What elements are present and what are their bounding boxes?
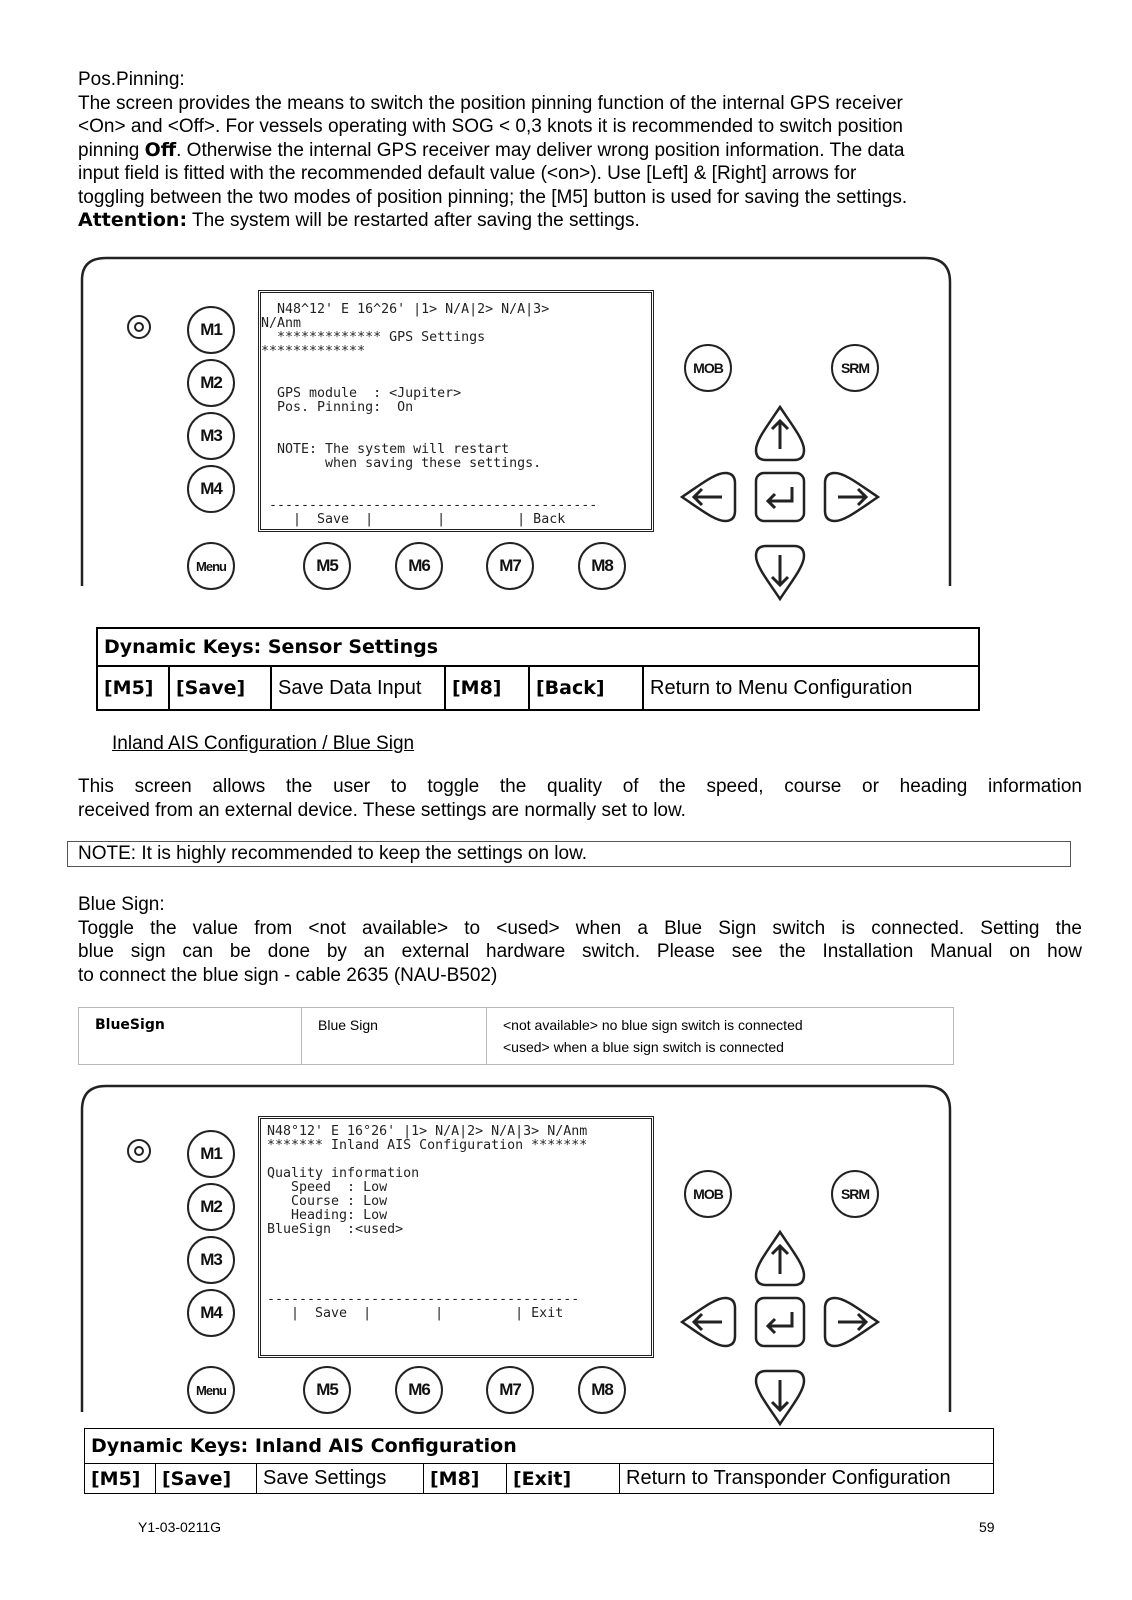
mob-button[interactable]: MOB	[684, 344, 732, 392]
m4-button[interactable]: M4	[187, 1289, 235, 1337]
note-box: NOTE: It is highly recommended to keep the settings on low.	[67, 841, 1071, 867]
mob-button[interactable]: MOB	[684, 1170, 732, 1218]
table-header: Dynamic Keys: Sensor Settings	[97, 628, 979, 666]
info-cell-label: Blue Sign	[302, 1008, 487, 1065]
m5-button[interactable]: M5	[303, 1366, 351, 1414]
value-line: <used> when a blue sign switch is connected	[503, 1039, 784, 1055]
table-cell: Save Settings	[257, 1464, 424, 1494]
up-arrow-button[interactable]	[756, 1232, 804, 1285]
srm-button[interactable]: SRM	[831, 1170, 879, 1218]
paragraph-line: Toggle the value from <not available> to <used> when a Blue Sign switch is connected. Setting the	[78, 917, 1082, 939]
blue-sign-title: Blue Sign:	[78, 894, 165, 915]
paragraph-line: input field is fitted with the recommended default value (<on>). Use [Left] & [Right] arrows for	[78, 163, 857, 184]
enter-button[interactable]	[756, 473, 804, 521]
lcd-text: N48°12' E 16°26' |1> N/A|2> N/A|3> N/Anm ******* Inland AIS Configuration ******* Quality information Speed : Low Course : Low Heading: Low BlueSign :<used> --------------------------------------- | Save | | | Exit	[267, 1124, 588, 1321]
blue-sign-section	[78, 893, 1082, 987]
power-indicator-icon	[127, 1139, 151, 1163]
enter-button[interactable]	[756, 1298, 804, 1346]
info-cell-values	[487, 1008, 954, 1065]
table-cell: [M8]	[424, 1464, 507, 1494]
m3-button[interactable]: M3	[187, 1236, 235, 1284]
lcd-text: N48^12' E 16^26' |1> N/A|2> N/A|3> N/Anm ************* GPS Settings ************* GPS module : <Jupiter> Pos. Pinning: On NOTE: The system will restart when saving these settings. ----------------------------------------- | Save | | | Back	[261, 302, 598, 527]
paragraph-line: <On> and <Off>. For vessels operating with SOG < 0,3 knots it is recommended to switch position	[78, 116, 903, 137]
paragraph-line: pinning Off. Otherwise the internal GPS receiver may deliver wrong position information. The data	[78, 138, 905, 161]
m3-button[interactable]: M3	[187, 412, 235, 460]
arrow-keypad	[680, 405, 880, 605]
table-cell: Return to Menu Configuration	[643, 666, 979, 710]
power-indicator-icon	[127, 315, 151, 339]
arrow-keypad	[680, 1230, 880, 1430]
paragraph-line: This screen allows the user to toggle the quality of the speed, course or heading information	[78, 776, 1082, 797]
menu-button[interactable]: Menu	[187, 542, 235, 590]
table-cell: [Save]	[156, 1464, 257, 1494]
m4-button[interactable]: M4	[187, 465, 235, 513]
down-arrow-button[interactable]	[756, 546, 804, 599]
lcd-screen	[258, 1116, 654, 1358]
m7-button[interactable]: M7	[486, 1366, 534, 1414]
table-cell: [Save]	[169, 666, 271, 710]
inland-ais-description	[78, 775, 1082, 822]
table-cell: [M5]	[85, 1464, 156, 1494]
paragraph-line: received from an external device. These settings are normally set to low.	[78, 799, 686, 821]
m6-button[interactable]: M6	[395, 542, 443, 590]
paragraph-line: blue sign can be done by an external hardware switch. Please see the Installation Manual on how	[78, 941, 1082, 962]
m5-button[interactable]: M5	[303, 542, 351, 590]
table-header: Dynamic Keys: Inland AIS Configuration	[85, 1429, 994, 1464]
table-cell: Save Data Input	[271, 666, 445, 710]
info-cell-key: BlueSign	[79, 1008, 302, 1065]
pos-pinning-title: Pos.Pinning:	[78, 69, 185, 90]
down-arrow-button[interactable]	[756, 1371, 804, 1424]
table-cell: [M8]	[445, 666, 529, 710]
m2-button[interactable]: M2	[187, 359, 235, 407]
footer-doc-id: Y1-03-0211G	[138, 1519, 222, 1535]
m1-button[interactable]: M1	[187, 306, 235, 354]
lcd-screen	[258, 290, 654, 532]
up-arrow-button[interactable]	[756, 407, 804, 460]
attention-line: Attention: The system will be restarted after saving the settings.	[78, 209, 640, 231]
table-cell: [M5]	[97, 666, 169, 710]
paragraph-line: toggling between the two modes of position pinning; the [M5] button is used for saving the settings.	[78, 186, 908, 208]
right-arrow-button[interactable]	[825, 473, 878, 521]
footer-page-number: 59	[979, 1519, 995, 1535]
menu-button[interactable]: Menu	[187, 1366, 235, 1414]
m1-button[interactable]: M1	[187, 1130, 235, 1178]
table-cell: [Exit]	[507, 1464, 620, 1494]
pos-pinning-section	[78, 68, 1078, 233]
dynamic-keys-table-sensor	[96, 627, 980, 711]
paragraph-line: The screen provides the means to switch the position pinning function of the internal GPS receiver	[78, 92, 903, 114]
m6-button[interactable]: M6	[395, 1366, 443, 1414]
blue-sign-info-table	[78, 1007, 954, 1065]
left-arrow-button[interactable]	[682, 473, 735, 521]
dynamic-keys-table-inland-ais	[84, 1428, 994, 1494]
srm-button[interactable]: SRM	[831, 344, 879, 392]
m2-button[interactable]: M2	[187, 1183, 235, 1231]
m7-button[interactable]: M7	[486, 542, 534, 590]
m8-button[interactable]: M8	[578, 542, 626, 590]
m8-button[interactable]: M8	[578, 1366, 626, 1414]
left-arrow-button[interactable]	[682, 1298, 735, 1346]
table-cell: Return to Transponder Configuration	[620, 1464, 994, 1494]
table-cell: [Back]	[529, 666, 643, 710]
value-line: <not available> no blue sign switch is connected	[503, 1017, 803, 1033]
right-arrow-button[interactable]	[825, 1298, 878, 1346]
section-heading: Inland AIS Configuration / Blue Sign	[112, 733, 415, 754]
paragraph-line: to connect the blue sign - cable 2635 (NAU-B502)	[78, 964, 498, 986]
